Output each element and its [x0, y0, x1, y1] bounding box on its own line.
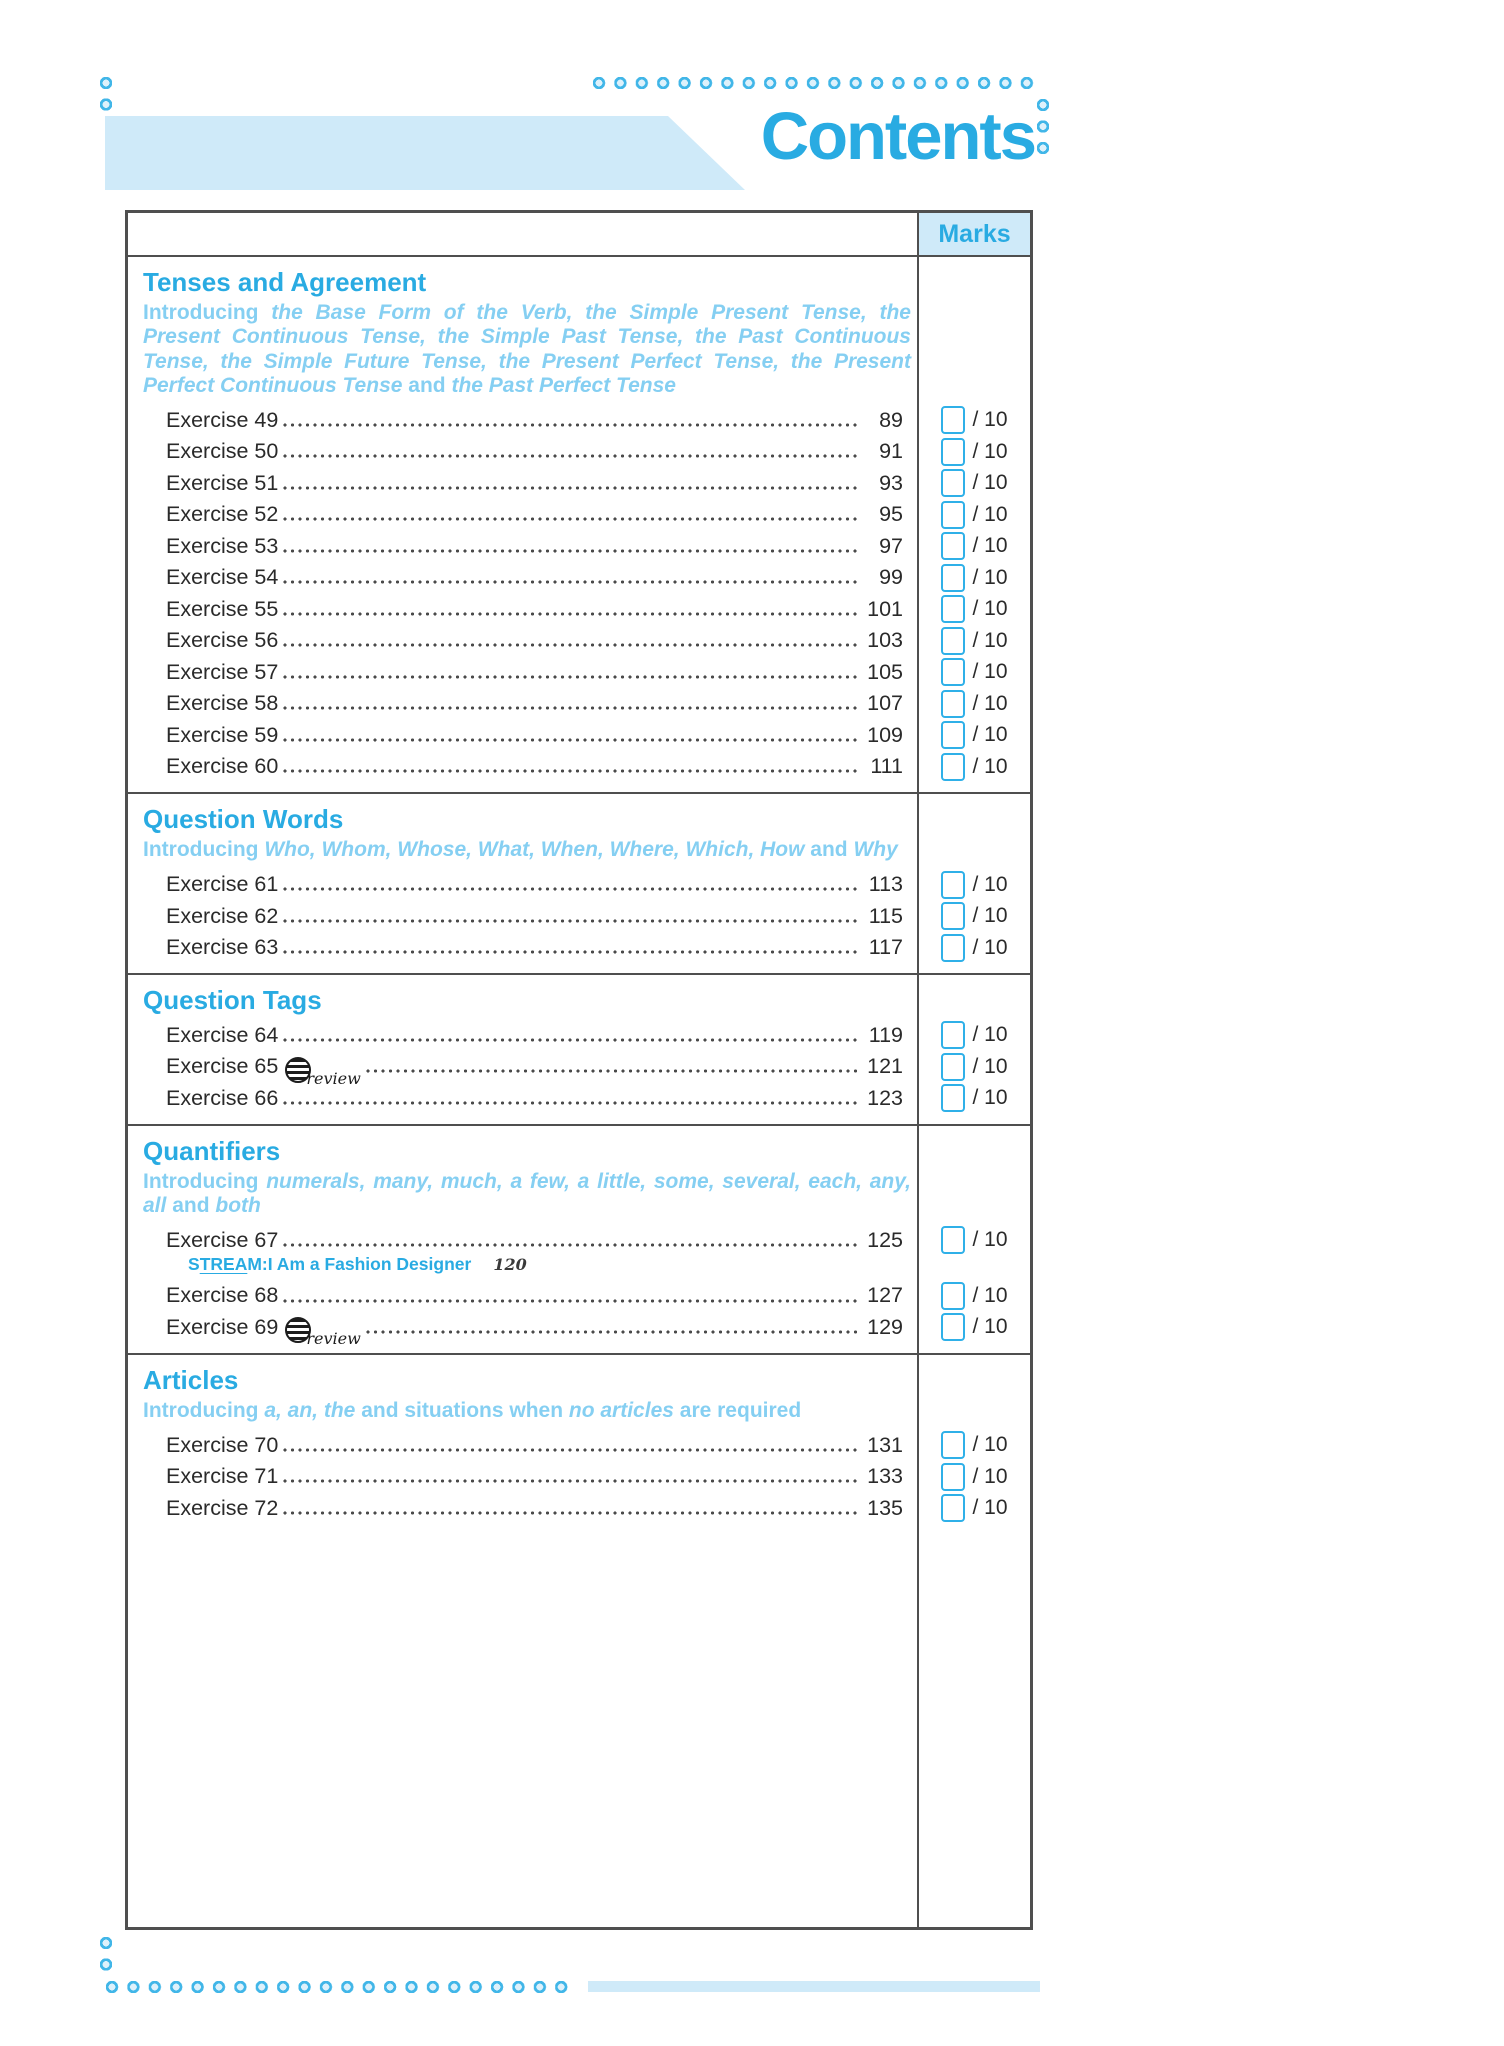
marks-cell: [919, 1082, 1030, 1114]
marks-entry-box: [941, 501, 965, 529]
page-number: 93: [879, 470, 903, 495]
exercise-entry: [128, 1492, 919, 1524]
exercise-label: Exercise 66: [166, 1085, 279, 1110]
intro-text: Introducing: [143, 838, 265, 862]
exercise-row: [128, 932, 1030, 964]
review-label: review: [306, 1068, 361, 1088]
marks-entry-box: [941, 1494, 965, 1522]
exercise-entry: [128, 467, 919, 499]
exercise-row: [128, 436, 1030, 468]
marks-cell: [919, 1051, 1030, 1083]
page-number: 105: [867, 659, 903, 684]
marks-denominator: / 10: [972, 408, 1008, 432]
dotted-leader: [283, 643, 859, 647]
exercise-label: Exercise 56: [166, 628, 279, 653]
intro-text: numerals, many, much, a few, a little, some, several, each, any, all: [143, 1169, 911, 1218]
marks-cell: [919, 593, 1030, 625]
marks-denominator: / 10: [972, 502, 1008, 526]
exercise-row: [128, 1492, 1030, 1524]
page-number: 103: [867, 628, 903, 653]
marks-entry-box: [941, 1463, 965, 1491]
dotted-leader: [283, 1448, 859, 1452]
dot-border-top-left: [99, 76, 113, 119]
dotted-leader: [366, 1330, 859, 1334]
exercise-entry: [128, 499, 919, 531]
exercise-row: [128, 562, 1030, 594]
exercise-row: [128, 499, 1030, 531]
section-intro: [143, 301, 911, 398]
exercise-label: Exercise 64: [166, 1022, 279, 1047]
page-number: 111: [870, 754, 903, 779]
exercise-row: [128, 656, 1030, 688]
page-number: 125: [867, 1227, 903, 1252]
exercise-entry: [128, 1312, 919, 1349]
exercise-row: [128, 404, 1030, 436]
exercise-label: Exercise 59: [166, 722, 279, 747]
page-number: 107: [867, 691, 903, 716]
stream-text: TREA: [199, 1253, 248, 1274]
marks-entry-box: [941, 690, 965, 718]
stream-text: I Am a Fashion Designer: [267, 1253, 472, 1274]
marks-denominator: / 10: [972, 660, 1008, 684]
review-stamp-icon: [285, 1057, 361, 1088]
marks-cell: [919, 869, 1030, 901]
exercise-entry: [128, 656, 919, 688]
stream-text: S: [188, 1253, 200, 1274]
exercise-entry: [128, 751, 919, 783]
dotted-leader: [283, 1243, 859, 1247]
section-title: Quantifiers: [143, 1135, 281, 1166]
marks-denominator: / 10: [972, 1086, 1008, 1110]
intro-text: and: [166, 1194, 216, 1218]
exercise-entry: [128, 932, 919, 964]
exercise-row: [128, 869, 1030, 901]
marks-cell: [919, 499, 1030, 531]
exercise-row: [128, 625, 1030, 657]
page-number: 127: [867, 1283, 903, 1308]
contents-table: [125, 210, 1033, 1930]
page-number: 117: [868, 935, 903, 960]
page-number: 115: [868, 903, 903, 928]
marks-denominator: / 10: [972, 872, 1008, 896]
page-number: 133: [867, 1464, 903, 1489]
marks-entry-box: [941, 753, 965, 781]
exercise-label: Exercise 54: [166, 565, 279, 590]
exercise-row: [128, 1019, 1030, 1051]
page-number: 109: [867, 722, 903, 747]
dot-border-bottom-left: [99, 1936, 113, 1979]
intro-text: are required: [673, 1399, 802, 1423]
dotted-leader: [283, 706, 859, 710]
dotted-leader: [283, 738, 859, 742]
page-number: 97: [879, 533, 903, 558]
toc-sections: [128, 257, 1030, 1534]
marks-column-header: Marks: [919, 213, 1030, 255]
marks-denominator: / 10: [972, 1023, 1008, 1047]
marks-cell: [919, 1280, 1030, 1312]
intro-text: the Base Form of the Verb, the Simple Present Tense, the Present Continuous Tense, the Simple Past Tense, the Past Continuous Tense, the Simple Future Tense, the Present Perfect Tense, the Present Perfect Continuous Tense: [143, 301, 911, 398]
marks-entry-box: [941, 1021, 965, 1049]
exercise-entry: [128, 625, 919, 657]
exercise-entry: [128, 869, 919, 901]
marks-entry-box: [941, 1084, 965, 1112]
table-header-spacer: [128, 213, 919, 255]
dotted-leader: [283, 1299, 859, 1303]
marks-denominator: / 10: [972, 1283, 1008, 1307]
dot-border-top: [592, 76, 1040, 90]
marks-cell: [919, 436, 1030, 468]
exercise-label: Exercise 60: [166, 754, 279, 779]
exercise-entry: [128, 1429, 919, 1461]
intro-text: Why: [853, 838, 898, 862]
page-number: 123: [867, 1085, 903, 1110]
dotted-leader: [283, 887, 859, 891]
dotted-leader: [283, 612, 859, 616]
page-number: 129: [867, 1314, 903, 1339]
dotted-leader: [283, 486, 859, 490]
marks-cell: [919, 1429, 1030, 1461]
section-title: Question Words: [143, 804, 344, 835]
page-number: 131: [867, 1432, 903, 1457]
dotted-leader: [283, 1511, 859, 1515]
intro-text: Introducing: [143, 1169, 267, 1193]
exercise-entry: [128, 562, 919, 594]
section-quantifiers: [128, 1124, 1030, 1353]
page-number: 135: [867, 1495, 903, 1520]
marks-entry-box: [941, 1226, 965, 1254]
page-number: 95: [879, 502, 903, 527]
exercise-row: [128, 719, 1030, 751]
marks-denominator: / 10: [972, 1464, 1008, 1488]
exercise-label: Exercise 52: [166, 502, 279, 527]
exercise-row: [128, 900, 1030, 932]
section-question-tags: [128, 973, 1030, 1124]
section-intro: [143, 838, 911, 862]
marks-cell: [919, 719, 1030, 751]
table-header-row: [128, 213, 1030, 257]
exercise-row: [128, 1461, 1030, 1493]
marks-entry-box: [941, 658, 965, 686]
exercise-label: Exercise 69: [166, 1314, 279, 1339]
marks-column-divider: [917, 213, 920, 1927]
marks-denominator: / 10: [972, 597, 1008, 621]
page-number: 121: [867, 1054, 903, 1079]
page-number: 89: [879, 407, 903, 432]
marks-cell: [919, 1492, 1030, 1524]
marks-entry-box: [941, 438, 965, 466]
exercise-entry: [128, 530, 919, 562]
exercise-label: Exercise 50: [166, 439, 279, 464]
review-label: review: [306, 1329, 361, 1349]
exercise-entry: [128, 900, 919, 932]
exercise-entry: [128, 719, 919, 751]
marks-denominator: / 10: [972, 754, 1008, 778]
exercise-label: Exercise 63: [166, 935, 279, 960]
marks-entry-box: [941, 871, 965, 899]
bottom-accent-bar: [588, 1981, 1040, 1992]
dotted-leader: [283, 769, 859, 773]
dotted-leader: [283, 950, 859, 954]
stream-sub-item: [188, 1253, 1030, 1275]
dotted-leader: [283, 580, 859, 584]
section-articles: [128, 1353, 1030, 1534]
exercise-label: Exercise 62: [166, 903, 279, 928]
intro-text: Who, Whom, Whose, What, When, Where, Which, How: [264, 838, 805, 862]
intro-text: a, an, the: [264, 1399, 356, 1423]
section-intro: [143, 1170, 911, 1219]
marks-cell: [919, 751, 1030, 783]
exercise-row: [128, 593, 1030, 625]
section-title: Question Tags: [143, 985, 322, 1016]
marks-cell: [919, 1019, 1030, 1051]
exercise-row: [128, 688, 1030, 720]
exercise-label: Exercise 55: [166, 596, 279, 621]
exercise-entry: [128, 688, 919, 720]
exercise-label: Exercise 61: [166, 872, 279, 897]
marks-denominator: / 10: [972, 1315, 1008, 1339]
marks-denominator: / 10: [972, 1496, 1008, 1520]
marks-cell: [919, 932, 1030, 964]
dotted-leader: [283, 1101, 859, 1105]
marks-cell: [919, 1461, 1030, 1493]
exercise-row: [128, 1225, 1030, 1257]
section-intro: [143, 1399, 911, 1423]
dotted-leader: [283, 1038, 859, 1042]
exercise-entry: [128, 404, 919, 436]
marks-denominator: / 10: [972, 628, 1008, 652]
exercise-entry: [128, 1225, 919, 1257]
marks-entry-box: [941, 595, 965, 623]
exercise-row: [128, 1280, 1030, 1312]
marks-cell: [919, 404, 1030, 436]
marks-entry-box: [941, 1431, 965, 1459]
marks-cell: [919, 625, 1030, 657]
section-title: Tenses and Agreement: [143, 267, 427, 297]
marks-cell: [919, 1312, 1030, 1344]
exercise-entry: [128, 1082, 919, 1114]
section-question-words: [128, 792, 1030, 973]
intro-text: both: [215, 1194, 261, 1218]
header-band: [105, 116, 745, 190]
exercise-label: Exercise 68: [166, 1283, 279, 1308]
intro-text: the Past Perfect Tense: [451, 374, 676, 398]
exercise-row: [128, 1082, 1030, 1114]
marks-denominator: / 10: [972, 439, 1008, 463]
marks-denominator: / 10: [972, 691, 1008, 715]
exercise-row: [128, 1429, 1030, 1461]
exercise-row: [128, 467, 1030, 499]
section-title: Articles: [143, 1365, 239, 1396]
exercise-label: Exercise 70: [166, 1432, 279, 1457]
dot-border-top-right: [1036, 98, 1050, 162]
exercise-label: Exercise 58: [166, 691, 279, 716]
marks-cell: [919, 656, 1030, 688]
stream-page-number: 120: [493, 1254, 527, 1274]
marks-entry-box: [941, 934, 965, 962]
page-number: 99: [879, 565, 903, 590]
intro-text: no articles: [568, 1399, 674, 1423]
marks-entry-box: [941, 469, 965, 497]
stream-text: M:: [247, 1253, 268, 1274]
exercise-entry: [128, 1461, 919, 1493]
exercise-row: [128, 530, 1030, 562]
marks-cell: [919, 562, 1030, 594]
marks-entry-box: [941, 1053, 965, 1081]
dotted-leader: [283, 675, 859, 679]
exercise-row: [128, 751, 1030, 783]
page-title: Contents: [760, 99, 1035, 174]
marks-entry-box: [941, 1282, 965, 1310]
marks-cell: [919, 1225, 1030, 1257]
dotted-leader: [283, 423, 859, 427]
marks-denominator: / 10: [972, 904, 1008, 928]
marks-cell: [919, 467, 1030, 499]
exercise-label: Exercise 67: [166, 1227, 279, 1252]
exercise-label: Exercise 49: [166, 407, 279, 432]
exercise-row: [128, 1312, 1030, 1349]
marks-denominator: / 10: [972, 565, 1008, 589]
marks-cell: [919, 688, 1030, 720]
marks-denominator: / 10: [972, 1433, 1008, 1457]
intro-text: and situations when: [355, 1399, 569, 1423]
marks-cell: [919, 530, 1030, 562]
marks-denominator: / 10: [972, 935, 1008, 959]
exercise-entry: [128, 593, 919, 625]
table-empty-space: [128, 1534, 1030, 1927]
marks-entry-box: [941, 406, 965, 434]
exercise-label: Exercise 71: [166, 1464, 279, 1489]
marks-denominator: / 10: [972, 1054, 1008, 1078]
page-number: 91: [879, 439, 903, 464]
marks-denominator: / 10: [972, 534, 1008, 558]
intro-text: Introducing: [143, 1399, 265, 1423]
exercise-row: [128, 1051, 1030, 1088]
marks-entry-box: [941, 627, 965, 655]
dotted-leader: [366, 1069, 859, 1073]
exercise-label: Exercise 53: [166, 533, 279, 558]
dotted-leader: [283, 517, 859, 521]
exercise-entry: [128, 1051, 919, 1088]
dotted-leader: [283, 549, 859, 553]
intro-text: and: [804, 838, 854, 862]
dotted-leader: [283, 454, 859, 458]
marks-cell: [919, 900, 1030, 932]
marks-entry-box: [941, 532, 965, 560]
review-stamp-icon: [285, 1317, 361, 1349]
marks-entry-box: [941, 721, 965, 749]
intro-text: Introducing: [143, 301, 272, 324]
marks-entry-box: [941, 564, 965, 592]
exercise-entry: [128, 1280, 919, 1312]
marks-entry-box: [941, 1313, 965, 1341]
exercise-label: Exercise 51: [166, 470, 279, 495]
marks-denominator: / 10: [972, 471, 1008, 495]
section-tenses-and-agreement: [128, 257, 1030, 792]
exercise-entry: [128, 1019, 919, 1051]
marks-denominator: / 10: [972, 1228, 1008, 1252]
marks-denominator: / 10: [972, 723, 1008, 747]
exercise-label: Exercise 72: [166, 1495, 279, 1520]
exercise-label: Exercise 65: [166, 1054, 279, 1079]
intro-text: and: [402, 374, 452, 398]
dot-border-bottom: [105, 1980, 575, 1994]
marks-entry-box: [941, 902, 965, 930]
exercise-entry: [128, 436, 919, 468]
dotted-leader: [283, 919, 859, 923]
exercise-label: Exercise 57: [166, 659, 279, 684]
dotted-leader: [283, 1479, 859, 1483]
page-number: 101: [867, 596, 903, 621]
page-number: 113: [868, 872, 903, 897]
page-number: 119: [868, 1022, 903, 1047]
